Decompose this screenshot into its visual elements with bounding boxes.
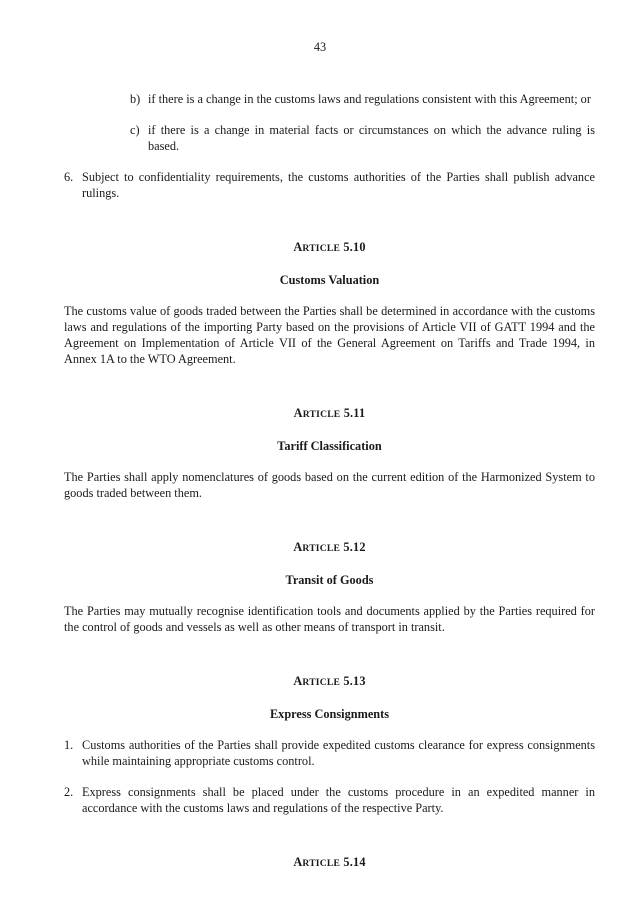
heading-smallcaps: RTICLE: [302, 543, 341, 554]
article-title: Express Consignments: [269, 707, 389, 721]
heading-number: 5.13: [343, 674, 366, 688]
heading-initial: A: [293, 855, 303, 869]
list-marker: c): [130, 123, 140, 137]
list-marker: 6.: [64, 170, 74, 184]
list-marker: 2.: [64, 785, 74, 799]
numbered-item-6: [64, 169, 595, 201]
heading-smallcaps: RTICLE: [302, 677, 341, 688]
heading-smallcaps: RTICLE: [302, 243, 341, 254]
heading-number: 5.14: [343, 855, 366, 869]
numbered-item-2: [64, 784, 595, 816]
document-content: [64, 91, 595, 872]
list-item-text: Express consignments shall be placed under the customs procedure in an expedited manner in accordance with the customs laws and regulations of the respective Party.: [82, 785, 595, 815]
heading-initial: A: [293, 406, 303, 420]
article-heading-5-10: [64, 239, 595, 257]
article-heading-5-13: [64, 673, 595, 691]
heading-smallcaps: RTICLE: [302, 409, 341, 420]
article-body: The Parties may mutually recognise identification tools and documents applied by the Parties required for the control of goods and vessels as well as other means of transport in transit.: [64, 604, 595, 634]
heading-initial: A: [293, 674, 303, 688]
list-marker: b): [130, 92, 141, 106]
list-item-c: [130, 122, 595, 154]
list-item-text: Subject to confidentiality requirements, the customs authorities of the Parties shall publish advance rulings.: [82, 170, 595, 200]
numbered-item-1: [64, 737, 595, 769]
page-number: 43: [313, 40, 327, 54]
article-heading-5-11: [64, 405, 595, 423]
heading-number: 5.10: [343, 240, 366, 254]
article-title: Transit of Goods: [285, 573, 374, 587]
article-heading-5-12: [64, 539, 595, 557]
heading-initial: A: [293, 240, 303, 254]
list-item-text: Customs authorities of the Parties shall provide expedited customs clearance for express consignments while maintaining appropriate customs control.: [82, 738, 595, 768]
heading-smallcaps: RTICLE: [302, 858, 341, 869]
list-item-text: if there is a change in material facts or circumstances on which the advance ruling is based.: [148, 123, 595, 153]
heading-number: 5.12: [343, 540, 366, 554]
list-item-b: [130, 91, 595, 107]
article-body: The customs value of goods traded between the Parties shall be determined in accordance with the customs laws and regulations of the importing Party based on the provisions of Article VII of GATT 1994 and the Agreement on Implementation of Article VII of the General Agreement on Tariffs and Trade 1994, in Annex 1A to the WTO Agreement.: [64, 304, 595, 366]
article-heading-5-14: [64, 854, 595, 872]
list-item-text: if there is a change in the customs laws and regulations consistent with this Agreement; or: [148, 92, 591, 106]
article-title: Customs Valuation: [279, 273, 380, 287]
list-marker: 1.: [64, 738, 74, 752]
article-body: The Parties shall apply nomenclatures of goods based on the current edition of the Harmonized System to goods traded between them.: [64, 470, 595, 500]
article-title: Tariff Classification: [277, 439, 382, 453]
heading-initial: A: [293, 540, 303, 554]
heading-number: 5.11: [343, 406, 366, 420]
